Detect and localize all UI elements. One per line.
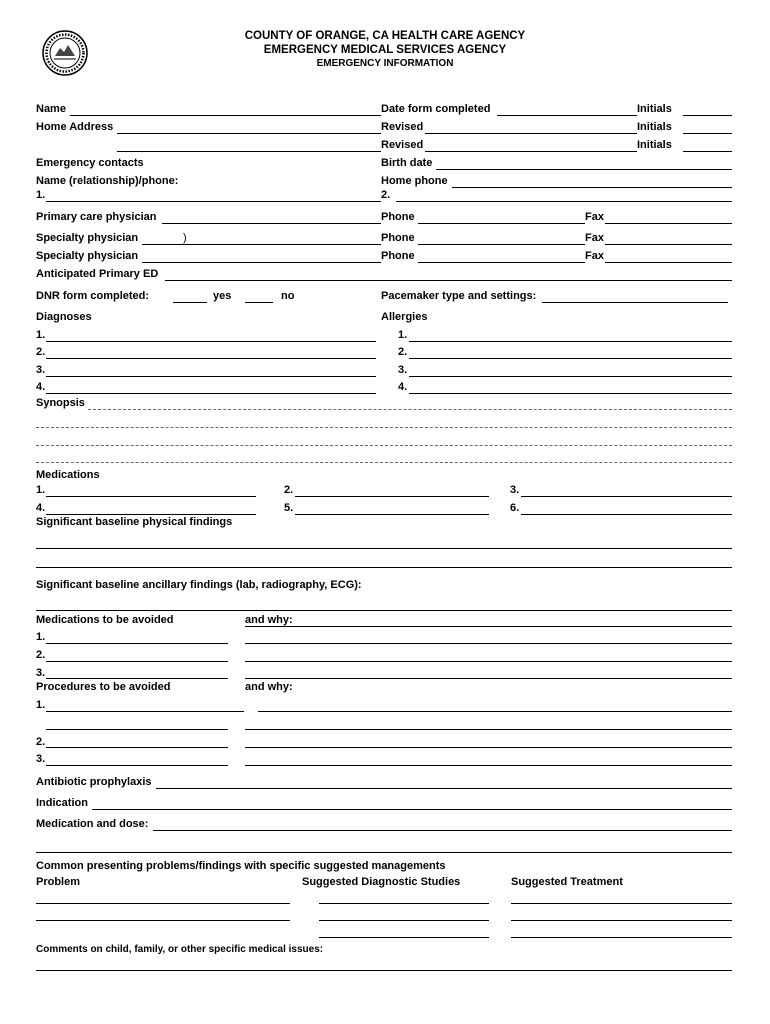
med-avoid-1-field[interactable] — [46, 643, 228, 644]
med-dose-line-2[interactable] — [36, 852, 732, 853]
home-phone-label: Home phone — [381, 175, 448, 187]
medication-2-field[interactable] — [295, 496, 489, 497]
name-label: Name — [36, 103, 66, 115]
revised-label: Revised — [381, 139, 424, 151]
med-avoid-3-label: 3. — [36, 667, 46, 679]
contact-2-field[interactable] — [396, 201, 732, 202]
revised-field[interactable] — [425, 151, 637, 152]
contact-2-label: 2. — [381, 189, 391, 201]
synopsis-line-1[interactable] — [88, 409, 732, 410]
diagnosis-3-label: 3. — [36, 364, 46, 376]
physical-findings-label: Significant baseline physical findings — [36, 516, 233, 528]
procs-avoided-label: Procedures to be avoided — [36, 681, 171, 693]
procs-and-why-label: and why: — [245, 681, 293, 693]
diagnosis-3-field[interactable] — [46, 376, 376, 377]
pcp-fax-field[interactable] — [605, 223, 732, 224]
synopsis-line-3[interactable] — [36, 445, 732, 446]
initials-label: Initials — [637, 103, 672, 115]
initials-label: Initials — [637, 139, 672, 151]
allergy-2-label: 2. — [398, 346, 408, 358]
pacemaker-label: Pacemaker type and settings: — [381, 290, 537, 302]
treatment-line-2[interactable] — [511, 920, 732, 921]
synopsis-line-2[interactable] — [36, 427, 732, 428]
birth-date-field[interactable] — [436, 169, 732, 170]
diagnosis-4-field[interactable] — [46, 393, 376, 394]
proc-avoid-3-field[interactable] — [46, 765, 228, 766]
proc-avoid-1-field[interactable] — [46, 711, 244, 712]
med-avoid-1-label: 1. — [36, 631, 46, 643]
primary-ed-label: Anticipated Primary ED — [36, 268, 159, 280]
fax-label: Fax — [585, 211, 604, 223]
allergy-4-label: 4. — [398, 381, 408, 393]
diagnosis-2-label: 2. — [36, 346, 46, 358]
ancillary-findings-label: Significant baseline ancillary findings (lab, radiography, ECG): — [36, 579, 362, 591]
fax-label: Fax — [585, 250, 604, 262]
fax-label: Fax — [585, 232, 604, 244]
contact-1-label: 1. — [36, 189, 46, 201]
proc-avoid-2-label: 2. — [36, 736, 46, 748]
meds-why-line-0[interactable] — [245, 626, 732, 627]
specialty-1-phone-field[interactable] — [418, 244, 585, 245]
dnr-yes-field[interactable] — [173, 302, 207, 303]
diag-line-1[interactable] — [319, 903, 489, 904]
proc-avoid-3-label: 3. — [36, 753, 46, 765]
proc-avoid-1b-field[interactable] — [46, 729, 228, 730]
revised-field[interactable] — [425, 133, 637, 134]
med-avoid-3-why-field[interactable] — [245, 678, 732, 679]
specialty-physician-1-field[interactable] — [142, 244, 381, 245]
medication-5-field[interactable] — [295, 514, 489, 515]
diag-studies-header: Suggested Diagnostic Studies — [302, 876, 461, 888]
indication-label: Indication — [36, 797, 88, 809]
allergy-2-field[interactable] — [409, 358, 732, 359]
medication-1-label: 1. — [36, 484, 46, 496]
problem-line-2[interactable] — [36, 920, 290, 921]
proc-avoid-1-label: 1. — [36, 699, 46, 711]
diagnosis-4-label: 4. — [36, 381, 46, 393]
treatment-header: Suggested Treatment — [511, 876, 623, 888]
medication-1-field[interactable] — [46, 496, 256, 497]
problem-line-1[interactable] — [36, 903, 290, 904]
allergy-1-field[interactable] — [409, 341, 732, 342]
phone-label: Phone — [381, 211, 415, 223]
home-address-field-2[interactable] — [117, 151, 381, 152]
medication-4-field[interactable] — [46, 514, 256, 515]
date-completed-field[interactable] — [497, 115, 637, 116]
meds-and-why-label: and why: — [245, 614, 293, 626]
header-line-3: EMERGENCY INFORMATION — [316, 58, 454, 69]
name-field[interactable] — [70, 115, 381, 116]
synopsis-line-4[interactable] — [36, 462, 732, 463]
birth-date-label: Birth date — [381, 157, 433, 169]
dnr-no-field[interactable] — [245, 302, 273, 303]
med-avoid-2-why-field[interactable] — [245, 661, 732, 662]
specialty-2-phone-field[interactable] — [418, 262, 585, 263]
allergy-3-label: 3. — [398, 364, 408, 376]
medication-3-field[interactable] — [521, 496, 732, 497]
allergy-1-label: 1. — [398, 329, 408, 341]
pcp-label: Primary care physician — [36, 211, 157, 223]
specialty-physician-label: Specialty physician — [36, 250, 139, 262]
specialty-physician-2-field[interactable] — [142, 262, 381, 263]
med-avoid-3-field[interactable] — [46, 678, 228, 679]
paren-mark: ) — [183, 232, 187, 244]
dnr-label: DNR form completed: — [36, 290, 150, 302]
phone-label: Phone — [381, 250, 415, 262]
allergy-3-field[interactable] — [409, 376, 732, 377]
proc-avoid-1-why-field[interactable] — [258, 711, 732, 712]
medication-5-label: 5. — [284, 502, 294, 514]
contact-1-field[interactable] — [46, 201, 381, 202]
physical-findings-line-1[interactable] — [36, 548, 732, 549]
specialty-physician-label: Specialty physician — [36, 232, 139, 244]
problem-header: Problem — [36, 876, 81, 888]
proc-avoid-3-why-field[interactable] — [245, 765, 732, 766]
medication-6-field[interactable] — [521, 514, 732, 515]
pcp-phone-field[interactable] — [418, 223, 585, 224]
medication-4-label: 4. — [36, 502, 46, 514]
ancillary-findings-line[interactable] — [36, 610, 732, 611]
antibiotic-field[interactable] — [156, 788, 732, 789]
emergency-contacts-label: Emergency contacts — [36, 157, 144, 169]
header-line-1: COUNTY OF ORANGE, CA HEALTH CARE AGENCY — [244, 30, 526, 42]
indication-field[interactable] — [92, 809, 732, 810]
proc-avoid-1b-why-field[interactable] — [245, 729, 732, 730]
med-avoid-2-label: 2. — [36, 649, 46, 661]
home-phone-field[interactable] — [452, 187, 732, 188]
allergies-label: Allergies — [381, 311, 428, 323]
diagnosis-2-field[interactable] — [46, 358, 376, 359]
primary-ed-field[interactable] — [165, 280, 732, 281]
dnr-no-label: no — [281, 290, 295, 302]
medication-6-label: 6. — [510, 502, 520, 514]
comments-line[interactable] — [36, 970, 732, 971]
diagnosis-1-field[interactable] — [46, 341, 376, 342]
synopsis-label: Synopsis — [36, 397, 85, 409]
pacemaker-field[interactable] — [542, 302, 728, 303]
diagnosis-1-label: 1. — [36, 329, 46, 341]
med-dose-label: Medication and dose: — [36, 818, 149, 830]
name-relationship-phone-label: Name (relationship)/phone: — [36, 175, 179, 187]
diagnoses-label: Diagnoses — [36, 311, 92, 323]
specialty-2-fax-field[interactable] — [605, 262, 732, 263]
treatment-line-3[interactable] — [511, 937, 732, 938]
home-address-label: Home Address — [36, 121, 114, 133]
common-problems-label: Common presenting problems/findings with specific suggested managements — [36, 860, 446, 872]
phone-label: Phone — [381, 232, 415, 244]
home-address-field[interactable] — [117, 133, 381, 134]
treatment-line-1[interactable] — [511, 903, 732, 904]
header-line-2: EMERGENCY MEDICAL SERVICES AGENCY — [263, 44, 507, 56]
initials-field[interactable] — [683, 115, 732, 116]
diag-line-3[interactable] — [319, 937, 489, 938]
pcp-field[interactable] — [162, 223, 381, 224]
allergy-4-field[interactable] — [409, 393, 732, 394]
initials-field[interactable] — [683, 133, 732, 134]
proc-avoid-2-field[interactable] — [46, 747, 228, 748]
date-completed-label: Date form completed — [381, 103, 491, 115]
med-avoid-1-why-field[interactable] — [245, 643, 732, 644]
initials-field[interactable] — [683, 151, 732, 152]
comments-label: Comments on child, family, or other specific medical issues: — [36, 944, 324, 955]
proc-avoid-2-why-field[interactable] — [245, 747, 732, 748]
medications-label: Medications — [36, 469, 100, 481]
dnr-yes-label: yes — [213, 290, 232, 302]
revised-label: Revised — [381, 121, 424, 133]
meds-avoided-label: Medications to be avoided — [36, 614, 174, 626]
medication-2-label: 2. — [284, 484, 294, 496]
diag-line-2[interactable] — [319, 920, 489, 921]
initials-label: Initials — [637, 121, 672, 133]
specialty-1-fax-field[interactable] — [605, 244, 732, 245]
medication-3-label: 3. — [510, 484, 520, 496]
physical-findings-line-2[interactable] — [36, 567, 732, 568]
med-dose-field[interactable] — [153, 830, 732, 831]
antibiotic-label: Antibiotic prophylaxis — [36, 776, 152, 788]
med-avoid-2-field[interactable] — [46, 661, 228, 662]
